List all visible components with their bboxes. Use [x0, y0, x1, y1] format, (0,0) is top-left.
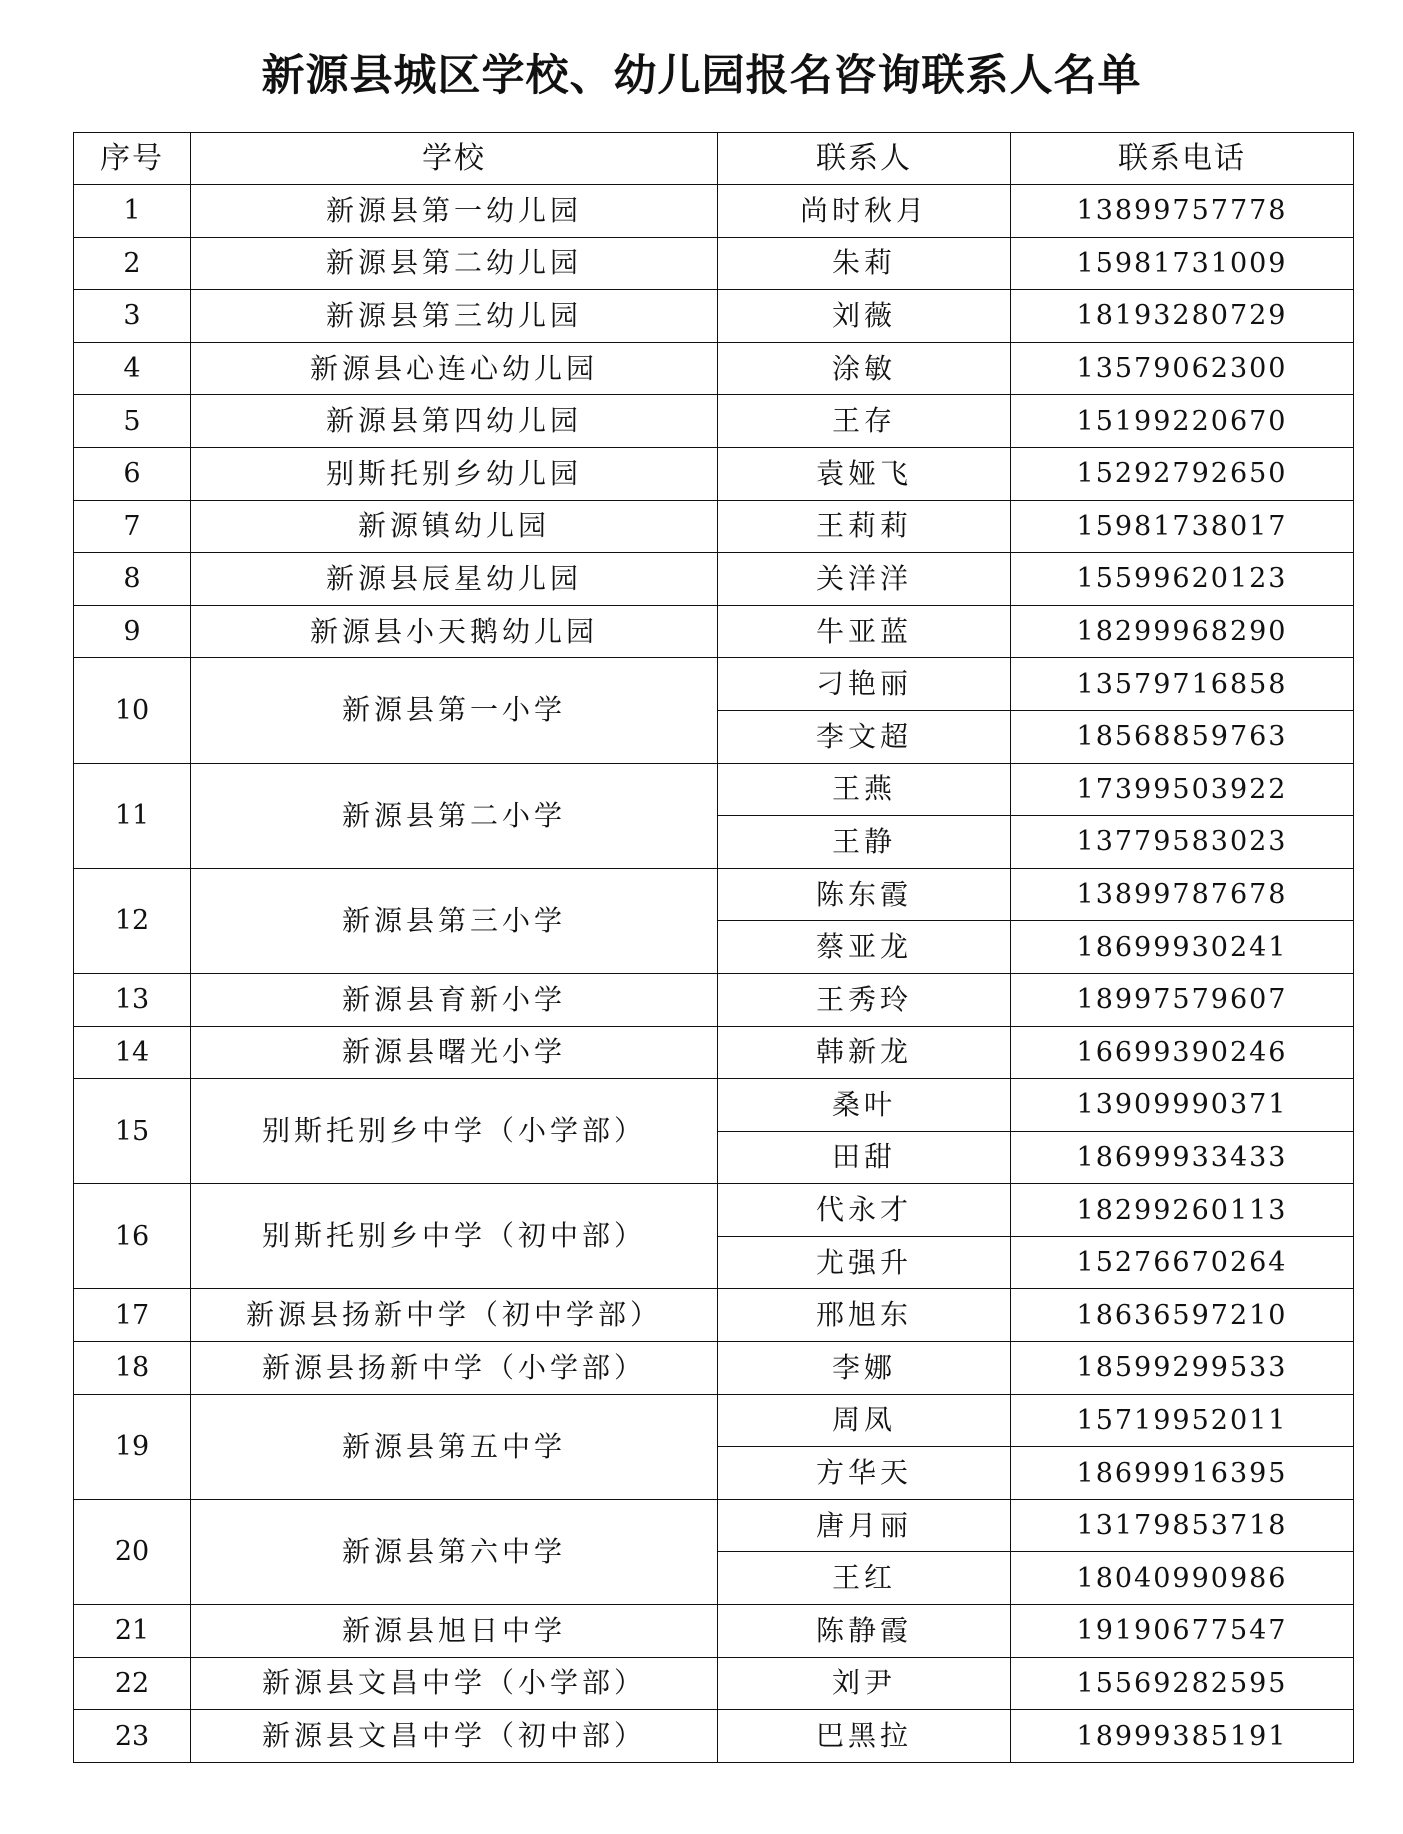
row-index: 3	[74, 290, 191, 343]
contact-name: 蔡亚龙	[718, 921, 1011, 974]
row-index: 19	[74, 1394, 191, 1499]
contact-phone: 15719952011	[1011, 1394, 1354, 1447]
contact-name: 关洋洋	[718, 553, 1011, 606]
contact-name: 王燕	[718, 763, 1011, 816]
row-index: 13	[74, 973, 191, 1026]
header-row	[74, 133, 1354, 185]
table-row	[74, 553, 1354, 606]
school-name: 新源县曙光小学	[191, 1026, 718, 1079]
contact-name: 朱莉	[718, 237, 1011, 290]
header-contact: 联系人	[718, 133, 1011, 185]
contact-phone: 18040990986	[1011, 1552, 1354, 1605]
table-row	[74, 342, 1354, 395]
table-row	[74, 1342, 1354, 1395]
table-row	[74, 763, 1354, 816]
row-index: 7	[74, 500, 191, 553]
contact-name: 巴黑拉	[718, 1710, 1011, 1763]
school-name: 新源县旭日中学	[191, 1605, 718, 1658]
table-row	[74, 185, 1354, 238]
row-index: 21	[74, 1605, 191, 1658]
contact-name: 桑叶	[718, 1079, 1011, 1132]
table-row	[74, 1184, 1354, 1237]
contact-phone: 18299968290	[1011, 605, 1354, 658]
contact-name: 王秀玲	[718, 973, 1011, 1026]
contact-name: 代永才	[718, 1184, 1011, 1237]
contact-phone: 15981731009	[1011, 237, 1354, 290]
table-row	[74, 1289, 1354, 1342]
contact-name: 尤强升	[718, 1236, 1011, 1289]
contact-name: 周凤	[718, 1394, 1011, 1447]
contact-phone: 15569282595	[1011, 1657, 1354, 1710]
school-name: 新源县心连心幼儿园	[191, 342, 718, 395]
contact-name: 牛亚蓝	[718, 605, 1011, 658]
row-index: 18	[74, 1342, 191, 1395]
contact-phone: 18699933433	[1011, 1131, 1354, 1184]
school-name: 新源县第二小学	[191, 763, 718, 868]
school-name: 新源县第二幼儿园	[191, 237, 718, 290]
contact-phone: 19190677547	[1011, 1605, 1354, 1658]
contact-name: 陈东霞	[718, 868, 1011, 921]
contact-phone: 13899787678	[1011, 868, 1354, 921]
school-name: 别斯托别乡中学（初中部）	[191, 1184, 718, 1289]
contact-name: 韩新龙	[718, 1026, 1011, 1079]
table-row	[74, 658, 1354, 711]
contact-phone: 13779583023	[1011, 816, 1354, 869]
table-row	[74, 1499, 1354, 1552]
row-index: 10	[74, 658, 191, 763]
table-row	[74, 1394, 1354, 1447]
contact-name: 刘薇	[718, 290, 1011, 343]
table-row	[74, 290, 1354, 343]
contact-table	[73, 132, 1354, 1763]
contact-phone: 13909990371	[1011, 1079, 1354, 1132]
contact-phone: 18568859763	[1011, 710, 1354, 763]
school-name: 新源县小天鹅幼儿园	[191, 605, 718, 658]
school-name: 新源县第四幼儿园	[191, 395, 718, 448]
school-name: 新源镇幼儿园	[191, 500, 718, 553]
contact-name: 刁艳丽	[718, 658, 1011, 711]
row-index: 2	[74, 237, 191, 290]
school-name: 新源县文昌中学（小学部）	[191, 1657, 718, 1710]
contact-phone: 18997579607	[1011, 973, 1354, 1026]
school-name: 别斯托别乡中学（小学部）	[191, 1079, 718, 1184]
contact-name: 王存	[718, 395, 1011, 448]
table-row	[74, 973, 1354, 1026]
contact-name: 王莉莉	[718, 500, 1011, 553]
table-body	[74, 185, 1354, 1763]
school-name: 新源县第三幼儿园	[191, 290, 718, 343]
contact-phone: 15292792650	[1011, 447, 1354, 500]
school-name: 新源县扬新中学（小学部）	[191, 1342, 718, 1395]
table-row	[74, 868, 1354, 921]
contact-phone: 17399503922	[1011, 763, 1354, 816]
school-name: 新源县第五中学	[191, 1394, 718, 1499]
contact-name: 李文超	[718, 710, 1011, 763]
row-index: 6	[74, 447, 191, 500]
contact-phone: 15599620123	[1011, 553, 1354, 606]
row-index: 23	[74, 1710, 191, 1763]
school-name: 新源县辰星幼儿园	[191, 553, 718, 606]
table-row	[74, 500, 1354, 553]
table-row	[74, 447, 1354, 500]
row-index: 11	[74, 763, 191, 868]
contact-phone: 18699916395	[1011, 1447, 1354, 1500]
row-index: 17	[74, 1289, 191, 1342]
header-school: 学校	[191, 133, 718, 185]
school-name: 新源县第三小学	[191, 868, 718, 973]
contact-phone: 16699390246	[1011, 1026, 1354, 1079]
contact-name: 邢旭东	[718, 1289, 1011, 1342]
row-index: 5	[74, 395, 191, 448]
contact-phone: 13179853718	[1011, 1499, 1354, 1552]
contact-name: 涂敏	[718, 342, 1011, 395]
table-row	[74, 1710, 1354, 1763]
contact-name: 王红	[718, 1552, 1011, 1605]
contact-name: 尚时秋月	[718, 185, 1011, 238]
table-row	[74, 395, 1354, 448]
row-index: 12	[74, 868, 191, 973]
school-name: 新源县扬新中学（初中学部）	[191, 1289, 718, 1342]
contact-name: 李娜	[718, 1342, 1011, 1395]
school-name: 新源县文昌中学（初中部）	[191, 1710, 718, 1763]
contact-phone: 18999385191	[1011, 1710, 1354, 1763]
contact-name: 陈静霞	[718, 1605, 1011, 1658]
contact-phone: 15199220670	[1011, 395, 1354, 448]
contact-phone: 18636597210	[1011, 1289, 1354, 1342]
row-index: 14	[74, 1026, 191, 1079]
row-index: 22	[74, 1657, 191, 1710]
contact-name: 刘尹	[718, 1657, 1011, 1710]
contact-phone: 18599299533	[1011, 1342, 1354, 1395]
contact-name: 王静	[718, 816, 1011, 869]
contact-phone: 13579716858	[1011, 658, 1354, 711]
contact-phone: 15276670264	[1011, 1236, 1354, 1289]
contact-name: 田甜	[718, 1131, 1011, 1184]
row-index: 20	[74, 1499, 191, 1604]
contact-phone: 18699930241	[1011, 921, 1354, 974]
header-phone: 联系电话	[1011, 133, 1354, 185]
contact-phone: 13579062300	[1011, 342, 1354, 395]
contact-name: 袁娅飞	[718, 447, 1011, 500]
row-index: 15	[74, 1079, 191, 1184]
school-name: 新源县第一小学	[191, 658, 718, 763]
table-row	[74, 237, 1354, 290]
contact-phone: 18299260113	[1011, 1184, 1354, 1237]
table-row	[74, 1026, 1354, 1079]
row-index: 4	[74, 342, 191, 395]
contact-name: 唐月丽	[718, 1499, 1011, 1552]
table-row	[74, 1657, 1354, 1710]
school-name: 新源县育新小学	[191, 973, 718, 1026]
page-title: 新源县城区学校、幼儿园报名咨询联系人名单	[261, 51, 1142, 101]
contact-phone: 15981738017	[1011, 500, 1354, 553]
school-name: 新源县第一幼儿园	[191, 185, 718, 238]
table-row	[74, 1605, 1354, 1658]
header-index: 序号	[74, 133, 191, 185]
row-index: 8	[74, 553, 191, 606]
table-row	[74, 605, 1354, 658]
contact-phone: 18193280729	[1011, 290, 1354, 343]
contact-name: 方华天	[718, 1447, 1011, 1500]
contact-phone: 13899757778	[1011, 185, 1354, 238]
school-name: 新源县第六中学	[191, 1499, 718, 1604]
row-index: 9	[74, 605, 191, 658]
row-index: 1	[74, 185, 191, 238]
school-name: 别斯托别乡幼儿园	[191, 447, 718, 500]
row-index: 16	[74, 1184, 191, 1289]
table-row	[74, 1079, 1354, 1132]
